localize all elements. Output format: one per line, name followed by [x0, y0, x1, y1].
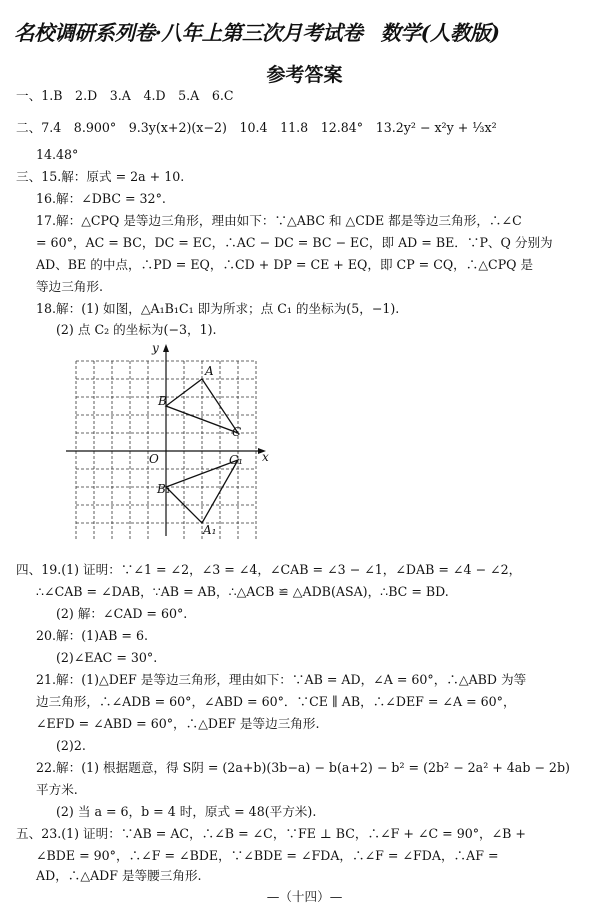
- point-a1-label: A₁: [203, 523, 217, 537]
- answer-line: (2) 点 C₂ 的坐标为(−3，1).: [56, 322, 217, 337]
- origin-label: O: [149, 452, 159, 466]
- answer-line: ∴∠CAB = ∠DAB，∵AB = AB，∴△ACB ≌ △ADB(ASA)，∴BC = BD.: [36, 584, 449, 599]
- point-c1-label: C₁: [229, 453, 243, 467]
- answer-line: 17.解：△CPQ 是等边三角形，理由如下：∵△ABC 和 △CDE 都是等边三角形，∴∠C: [36, 213, 522, 228]
- answer-line: 14.48°: [36, 147, 79, 162]
- answer-line: (2) 解：∠CAD = 60°.: [56, 606, 188, 621]
- answer-line: (2) 当 a = 6，b = 4 时，原式 = 48(平方米).: [56, 804, 317, 819]
- title-text: 名校调研系列卷·八年上第三次月考试卷: [14, 21, 363, 45]
- answer-line: AD、BE 的中点，∴PD = EQ，∴CD + DP = CE + EQ，即 CP = CQ，∴△CPQ 是: [36, 257, 534, 272]
- point-b1-label: B₁: [157, 482, 171, 496]
- answer-heading: 参考答案: [266, 64, 343, 86]
- subject-text: 数学(人教版): [380, 21, 500, 45]
- answer-line: 一、1.B 2.D 3.A 4.D 5.A 6.C: [16, 88, 234, 103]
- answer-line: 21.解：(1)△DEF 是等边三角形，理由如下：∵AB = AD，∠A = 60°，∴△ABD 为等: [36, 672, 527, 687]
- answer-line: 16.解：∠DBC = 32°.: [36, 191, 166, 206]
- answer-line: 边三角形，∴∠ADB = 60°，∠ABD = 60°．∵CE ∥ AB，∴∠DEF = ∠A = 60°，: [36, 694, 516, 709]
- answer-line: ∠BDE = 90°，∴∠F = ∠BDE，∵∠BDE = ∠FDA，∴∠F = ∠FDA，∴AF =: [36, 848, 499, 863]
- answer-line: 18.解：(1) 如图，△A₁B₁C₁ 即为所求；点 C₁ 的坐标为(5，−1).: [36, 301, 400, 316]
- page-number: —（十四）—: [266, 889, 343, 904]
- coordinate-figure: [62, 340, 277, 540]
- answer-line: = 60°，AC = BC，DC = EC，∴AC − DC = BC − EC，即 AD = BE．∵P、Q 分别为: [36, 235, 553, 250]
- answer-line: 五、23.(1) 证明：∵AB = AC，∴∠B = ∠C，∵FE ⊥ BC，∴∠F + ∠C = 90°，∠B +: [16, 826, 526, 841]
- x-axis-label: x: [262, 450, 269, 464]
- point-b-label: B: [158, 394, 167, 408]
- answer-line: ∠EFD = ∠ABD = 60°，∴△DEF 是等边三角形.: [36, 716, 320, 731]
- answer-line: 平方米.: [36, 782, 78, 797]
- answer-line: 二、7.4 8.900° 9.3y(x+2)(x−2) 10.4 11.8 12.84° 13.2y² − x²y + ⅓x²: [16, 120, 497, 135]
- answer-line: (2)2.: [56, 738, 86, 753]
- answer-line: (2)∠EAC = 30°.: [56, 650, 158, 665]
- point-a-label: A: [205, 364, 214, 378]
- y-axis-label: y: [152, 341, 159, 355]
- answer-line: 等边三角形.: [36, 279, 103, 294]
- answer-line: AD，∴△ADF 是等腰三角形.: [36, 868, 202, 883]
- answer-line: 22.解：(1) 根据题意，得 S阴 = (2a+b)(3b−a) − b(a+2) − b² = (2b² − 2a² + 4ab − 2b): [36, 760, 570, 775]
- page-title: [14, 16, 599, 46]
- point-c-label: C: [232, 425, 242, 439]
- coordinate-grid: [62, 340, 277, 540]
- answer-line: 20.解：(1)AB = 6.: [36, 628, 148, 643]
- answer-line: 四、19.(1) 证明：∵∠1 = ∠2，∠3 = ∠4，∠CAB = ∠3 − ∠1，∠DAB = ∠4 − ∠2，: [16, 562, 522, 577]
- answer-line: 三、15.解：原式 = 2a + 10.: [16, 169, 185, 184]
